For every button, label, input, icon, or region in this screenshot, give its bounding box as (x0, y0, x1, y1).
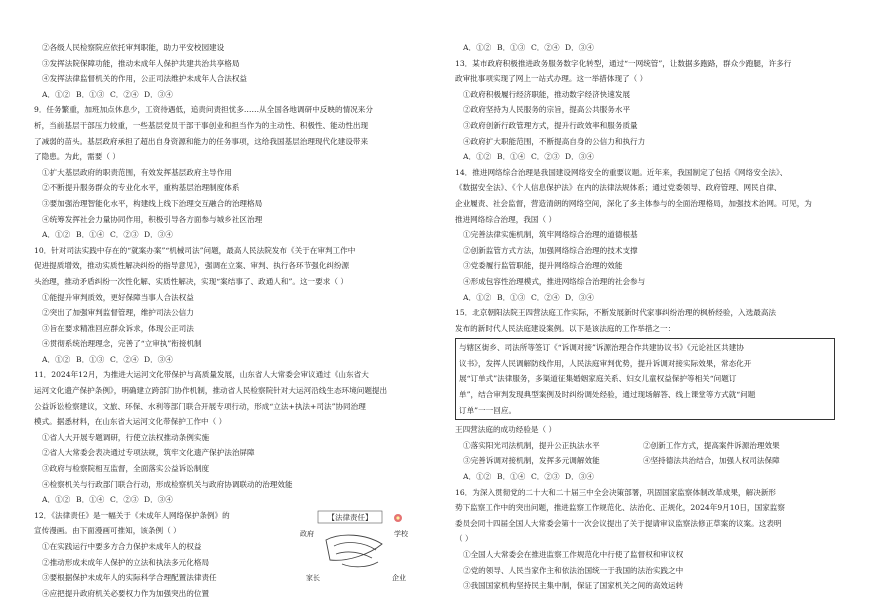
option-line: ③要加强治理智能化水平，构建线上线下治理交互融合的治理格局 (42, 198, 263, 208)
legal-responsibility-cartoon (286, 510, 426, 584)
answer-choices (34, 227, 426, 243)
question-14-stem: 推进网络综合治理，我国（ ） (455, 214, 557, 224)
choice-a[interactable]: A．①② (463, 292, 492, 302)
left-column (34, 40, 426, 601)
option-line: ①全国人大常委会在推进监察工作规范化中行使了监督权和审议权 (463, 550, 684, 559)
material-line: 单”，结合审判发现典型案例及时纠纷调处经验，通过现场解答、线上课堂等方式就“问题 (459, 390, 756, 400)
option-line: ④形成包容性治理模式，推进网络综合治理的社会参与 (463, 276, 646, 286)
question-10-stem: 10．针对司法实践中存在的“就案办案”“机械司法”问题，最高人民法院发布《关于在审判工作中 (34, 245, 356, 255)
question-16-stem: 委员会同十四届全国人大常委会第十一次会议提出了关于提请审议监察法修正草案的议案。这表明 (455, 518, 782, 528)
option-line (455, 453, 835, 469)
flower-center-icon (396, 516, 399, 519)
choice-c[interactable]: C．②④ (531, 292, 560, 302)
option-line: ①扩大基层政府的职责范围，有效发挥基层政府主导作用 (42, 167, 232, 177)
answer-choices (34, 352, 426, 368)
cartoon-label-enterprise: 企业 (392, 573, 406, 582)
question-16-stem: 16．为深入贯彻党的二十大和二十届三中全会决策部署，巩固国家监察体制改革成果，解决新形 (455, 487, 777, 497)
hands-drawing-lower (342, 562, 378, 567)
question-9-stem: 析，当前基层干部压力较重，一些基层党员干部干事创业和担当作为的主动性、积极性、能动性出现 (34, 120, 369, 130)
choice-a[interactable]: A．①② (42, 495, 71, 505)
option-line: ①省人大开展专题调研，行使立法权推动条例实施 (42, 432, 210, 442)
choice-c[interactable]: C．②③ (531, 472, 560, 482)
choice-c[interactable]: C．②③ (531, 152, 560, 162)
question-12-stem: 12．《法律责任》是一幅关于《未成年人网络保护条例》的 (34, 510, 230, 520)
option-line: ③我国国家机构坚持民主集中制，保证了国家机关之间的高效运转 (463, 581, 684, 591)
choice-d[interactable]: D．③④ (144, 495, 173, 505)
answer-choices (455, 469, 835, 485)
question-11-stem: 模式。据悉材料，在山东省大运河文化带保护工作中（ ） (34, 417, 227, 427)
option-line: ①能提升审判质效，更好保障当事人合法权益 (42, 292, 194, 302)
option-line: ③旨在要求精准回应群众诉求，体现公正司法 (42, 323, 194, 333)
choice-d[interactable]: D．③④ (565, 292, 594, 302)
option-line: ③发挥法院保障功能，推动未成年人保护共建共治共享格局 (42, 58, 240, 68)
option-line: ③要根据保护未成年人的实际科学合理配置法律责任 (42, 573, 217, 583)
option-line: ④政府扩大职能范围，不断提高自身的公信力和执行力 (463, 136, 646, 146)
question-14-stem: 企业履责、社会监督，营造清朗的网络空间，深化了多主体参与的全面治理格局，加强技术治网。可见，为 (455, 198, 812, 208)
answer-choices (34, 87, 426, 103)
choice-d[interactable]: D．③④ (144, 354, 173, 364)
question-9-stem: 了减弱的苗头。基层政府承担了超出自身资源和能力的任务事项，这给我国基层治理现代化建设带来 (34, 136, 369, 146)
material-line: 展“订单式”法律服务，多渠道征集婚姻家庭关系、妇女儿童权益保护等相关“问题订 (459, 374, 737, 384)
option-4: ④坚持德法共治结合，加强人权司法保障 (643, 456, 780, 466)
option-1: ①落实阳光司法机制，提升公正执法水平 (463, 440, 600, 450)
question-9-stem: 了隐患。为此，需要（ ） (34, 152, 120, 162)
question-9-stem: 9．任务繁重，加班加点休息少，工资待遇低，追责问责担忧多……从全国各地调研中反映的情况来分 (34, 105, 373, 115)
choice-b[interactable]: B．①③ (76, 89, 105, 99)
option-line: ④检察机关与行政部门联合行动，形成检察机关与政府协调联动的治理效能 (42, 479, 293, 489)
option-line: ①在实践运行中要多方合力保护未成年人的权益 (42, 542, 202, 551)
question-14-stem: 14．推进网络综合治理是我国建设网络安全的重要议题。近年来，我国制定了包括《网络安全法》、 (455, 167, 788, 177)
question-10-stem: 头治理，推动矛盾纠纷一次性化解、实质性解决，实现“案结事了、政通人和”。这一要求（ ） (34, 276, 348, 286)
choice-b[interactable]: B．①④ (76, 230, 105, 240)
question-11-stem: 公益诉讼检察建议，文旅、环保、水利等部门联合开展专项行动，形成“立法+执法+司法”协同治理 (34, 401, 366, 411)
option-line: ②政府坚持为人民服务的宗旨，提高公共服务水平 (463, 105, 631, 115)
choice-a[interactable]: A．①② (463, 43, 492, 52)
choice-c[interactable]: C．②③ (110, 230, 139, 240)
question-10-stem: 促进提质增效，推动实质性解决纠纷的指导意见》，强调在立案、审判、执行各环节强化纠纷源 (34, 261, 350, 271)
hands-drawing-detail (334, 542, 376, 557)
option-line: ①政府积极履行经济职能，推动数字经济快速发展 (463, 89, 631, 99)
option-line: ③政府与检察院相互监督，全面落实公益诉讼制度 (42, 464, 210, 474)
choice-b[interactable]: B．①③ (497, 292, 526, 302)
answer-choices (34, 492, 426, 508)
answer-choices (455, 40, 835, 56)
cartoon-label-government: 政府 (300, 529, 314, 538)
option-line: ③政府创新行政管理方式，提升行政效率和服务质量 (463, 120, 638, 130)
choice-d[interactable]: D．③④ (144, 89, 173, 99)
choice-b[interactable]: B．①④ (497, 152, 526, 162)
material-line: 订单”一一回应。 (459, 405, 517, 415)
question-11-stem: 11．2024年12月，为推进大运河文化带保护与高质量发展，山东省人大常委会审议通过《山东省大 (34, 370, 369, 380)
choice-b[interactable]: B．①④ (497, 472, 526, 482)
question-12 (34, 508, 426, 602)
option-line (455, 438, 835, 454)
right-column (455, 40, 835, 594)
option-line: ②省人大常委会表决通过专项法规，筑牢文化遗产保护法治屏障 (42, 448, 255, 458)
choice-d[interactable]: D．③④ (565, 43, 594, 52)
option-line: ③党委履行监管职能，提升网络综合治理的效能 (463, 261, 623, 271)
question-16-stem: （ ） (455, 534, 473, 544)
question-16-stem: 势下监察工作中的突出问题，推进监察工作规范化、法治化、正规化，2024年9月10日，国家监察 (455, 503, 785, 513)
material-box (455, 338, 835, 420)
option-line: ②不断提升服务群众的专业化水平，重构基层治理制度体系 (42, 183, 240, 193)
option-line: ④统筹发挥社会力量协同作用，积极引导各方面参与城乡社区治理 (42, 214, 263, 224)
option-3: ③完善诉调对接机制，发挥多元调解效能 (463, 456, 600, 466)
question-13-stem: 13．某市政府积极推进政务服务数字化转型，通过“一网统管”，让数据多跑路，群众少跑腿，许多行 (455, 58, 792, 68)
choice-c[interactable]: C．②④ (110, 354, 139, 364)
option-line: ④发挥法律监督机关的作用，公正司法维护未成年人合法权益 (42, 74, 248, 84)
question-14-stem: 《数据安全法》、《个人信息保护法》在内的法律法规体系；通过党委领导、政府管理、网民自律、 (455, 183, 782, 193)
choice-a[interactable]: A．①② (42, 89, 71, 99)
choice-a[interactable]: A．①② (463, 152, 492, 162)
choice-c[interactable]: C．②③ (110, 495, 139, 505)
option-line: ④应把提升政府机关必要权力作为加强突出的位置 (42, 588, 210, 598)
choice-a[interactable]: A．①② (42, 230, 71, 240)
choice-b[interactable]: B．①③ (76, 354, 105, 364)
choice-b[interactable]: B．①④ (76, 495, 105, 505)
answer-choices (455, 149, 835, 165)
choice-d[interactable]: D．③④ (144, 230, 173, 240)
cartoon-label-school: 学校 (394, 529, 408, 538)
cartoon-label-parents: 家长 (306, 573, 320, 582)
question-15-stem: 发布的新时代人民法庭建设案例。以下是该法庭的工作举措之一： (455, 323, 676, 333)
option-line: ②党的领导、人民当家作主和依法治国统一于我国的法治实践之中 (463, 565, 684, 575)
choice-d[interactable]: D．③④ (565, 472, 594, 482)
choice-a[interactable]: A．①② (463, 472, 492, 482)
choice-c[interactable]: C．②④ (110, 89, 139, 99)
option-2: ②创新工作方式，提高案件诉源治理效果 (643, 440, 780, 450)
material-line: 与辖区街乡、司法所等签订《“诉调对接”诉源治理合作共建协议书》《元论社区共建协 (459, 343, 744, 353)
cartoon-banner-text: 【法律责任】 (327, 512, 373, 522)
hands-drawing (326, 535, 382, 560)
option-line: ②推动形成未成年人保护的立法和执法多元化格局 (42, 557, 210, 567)
option-line: ②创新监管方式方法，加强网络综合治理的技术支撑 (463, 245, 638, 255)
choice-c[interactable]: C．②④ (531, 43, 560, 52)
option-line: ②突出了加强审判监督管理，维护司法公信力 (42, 308, 194, 318)
question-15-stem: 15．北京朝阳法院王四营法庭工作实际，不断发展新时代家事纠纷治理的枫桥经验，入选最高法 (455, 308, 777, 318)
answer-choices (455, 290, 835, 306)
material-line: 议书》，发挥人民调解防线作用，人民法庭审判优势，提升诉调对接实际效果，常态化开 (459, 358, 752, 368)
option-line: ④贯彻系统治理理念，完善了“立审执”衔接机制 (42, 339, 202, 349)
question-15-prompt: 王四营法庭的成功经验是（ ） (455, 425, 557, 435)
question-13-stem: 政审批事项实现了网上一站式办理。这一举措体现了（ ） (455, 74, 648, 84)
option-line: ②各级人民检察院应依托审判职能，助力平安校园建设 (42, 43, 225, 52)
question-12-stem: 宣传漫画。由下面漫画可推知，该条例（ ） (34, 526, 181, 536)
option-line: ①完善法律实施机制，筑牢网络综合治理的道德根基 (463, 230, 638, 240)
choice-d[interactable]: D．③④ (565, 152, 594, 162)
choice-a[interactable]: A．①② (42, 354, 71, 364)
choice-b[interactable]: B．①③ (497, 43, 526, 52)
question-11-stem: 运河文化遗产保护条例》，明确建立跨部门协作机制，推动省人民检察院针对大运河沿线生态环境问题提出 (34, 386, 388, 396)
